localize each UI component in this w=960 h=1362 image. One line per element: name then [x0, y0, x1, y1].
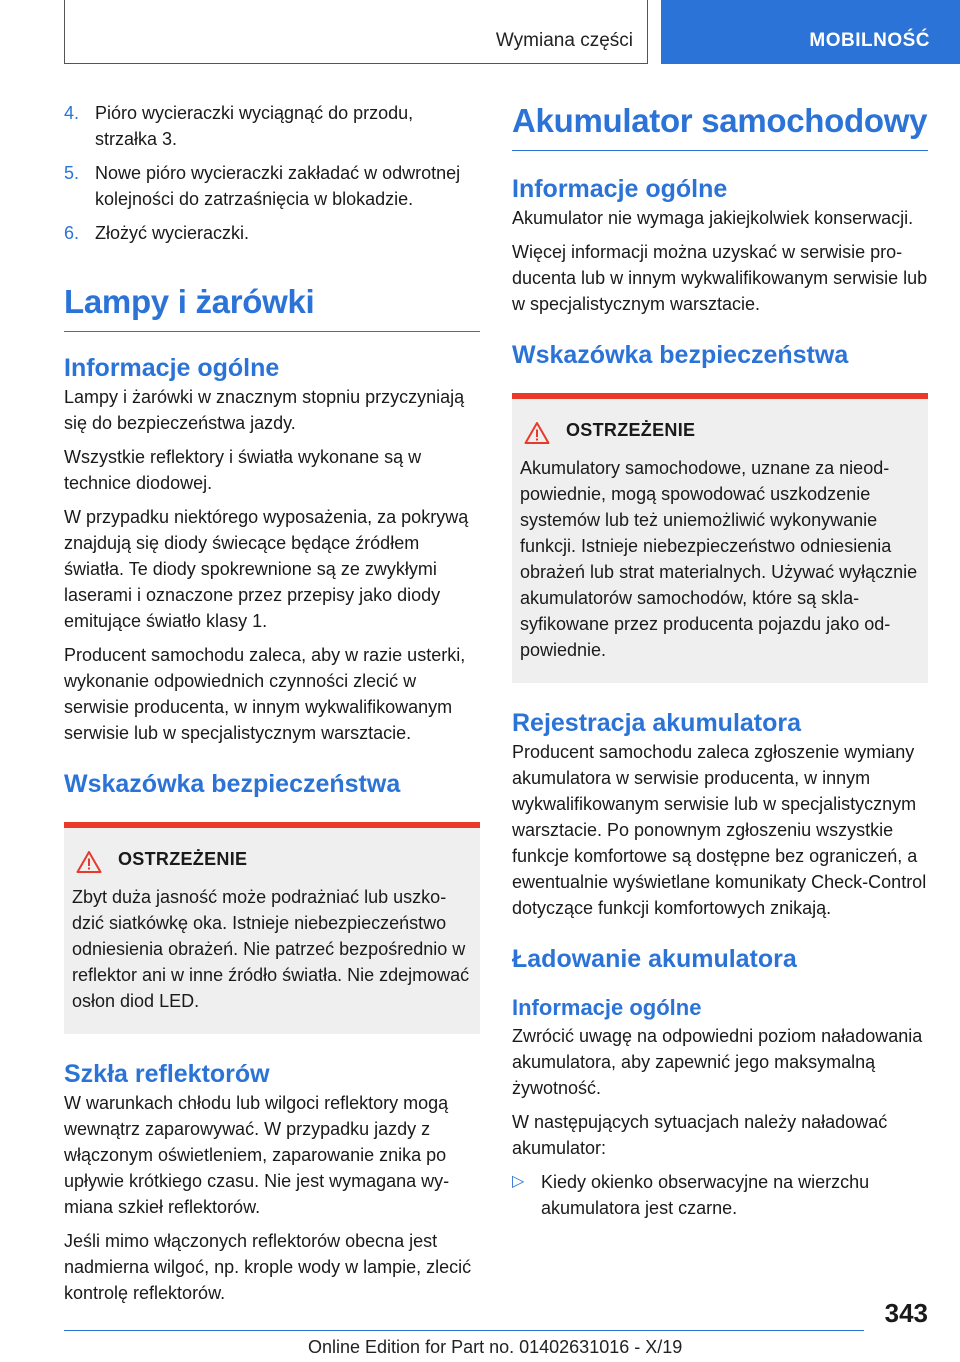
heading-info-general: Informacje ogólne: [64, 354, 280, 382]
list-item-text: Kiedy okienko obserwacyjne na wierzchu akumulatora jest czarne.: [541, 1172, 870, 1218]
warning-triangle-icon: [76, 850, 102, 874]
heading-info-general: Informacje ogólne: [512, 175, 728, 203]
paragraph: W następujących sytuacjach należy naładować akumulator:: [512, 1112, 888, 1158]
warning-header: [520, 419, 920, 449]
subheading-info-general: Informacje ogólne: [512, 995, 702, 1020]
paragraph: Więcej informacji można uzyskać w serwisie producenta lub w innym wykwalifikowanym serwisie lub w specjalistycznym warsztacie.: [512, 242, 928, 314]
warning-text: Akumulatory samochodowe, uznane za nieodpowiednie, mogą spowodować uszkodzenie systemów lub też uniemożliwić wykonywanie funkcji. Istnieje niebezpieczeństwo odniesienia obrażeń lub strat materialnych. Używać wyłącznie akumulatorów samochodów, które są sklasyfikowane przez producenta pojazdu jako odpowiednie.: [520, 458, 918, 660]
warning-header: [72, 848, 472, 878]
paragraph: Wszystkie reflektory i światła wykonane są w technice diodowej.: [64, 447, 422, 493]
heading-safety: Wskazówka bezpieczeństwa: [512, 341, 849, 369]
paragraph: W przypadku niektórego wyposażenia, za pokrywą znajdują się diody świecące będące źródłem światła. Te diody spokrewnione są ze zwykłymi laserami i oznaczone przez przepisy jako diody emitujące światło klasy 1.: [64, 507, 469, 631]
warning-text: Zbyt duża jasność może podrażniać lub uszkodzić siatkówkę oka. Istnieje niebezpieczeństwo odniesienia obrażeń. Nie patrzeć bezpośrednio w reflektor ani w inne źródło światła. Nie zdejmować osłon diod LED.: [72, 887, 470, 1011]
paragraph: Akumulator nie wymaga jakiejkolwiek konserwacji.: [512, 208, 914, 228]
chapter-tab[interactable]: [661, 0, 960, 64]
heading-charging: Ładowanie akumulatora: [512, 945, 797, 973]
step-text: Złożyć wycieraczki.: [95, 223, 250, 243]
warning-box: [512, 393, 928, 683]
left-column: [64, 100, 480, 1306]
page-number: 343: [884, 1298, 928, 1328]
heading-battery: Akumulator samochodowy: [512, 100, 928, 151]
paragraph: Producent samochodu zaleca zgłoszenie wymiany akumulatora w serwisie producenta, w innym wykwalifikowanym serwisie lub w specjalistycznym warsztacie. Po ponownym zgłoszeniu wszystkie funkcje komfortowe są dostępne bez ograniczeń, a ewentualnie wyświetlane komunikaty Check-Control dotyczące funkcji komfortowych znikają.: [512, 742, 927, 918]
warning-triangle-icon: [524, 421, 550, 445]
footer-edition: Online Edition for Part no. 01402631016 - X/19: [308, 1337, 683, 1357]
step-text: Nowe pióro wycieraczki zakładać w odwrotnej kolejności do zatrzaśnięcia w blokadzie.: [95, 163, 461, 209]
paragraph: Lampy i żarówki w znacznym stopniu przyczyniają się do bezpieczeństwa jazdy.: [64, 387, 465, 433]
warning-title: OSTRZEŻENIE: [566, 420, 696, 440]
list-item: [512, 1169, 928, 1221]
heading-glass: Szkła reflektorów: [64, 1060, 270, 1088]
step-item: [64, 100, 480, 152]
footer-divider: [64, 1330, 864, 1331]
heading-registration: Rejestracja akumulatora: [512, 709, 802, 737]
heading-lampy: Lampy i żarówki: [64, 281, 480, 332]
right-column: [512, 100, 928, 1221]
chapter-tab-label: MOBILNOŚĆ: [809, 30, 930, 51]
step-item: [64, 220, 480, 246]
step-number: 4.: [64, 103, 80, 123]
bullet-triangle-icon: ▷: [512, 1173, 525, 1190]
step-number: 6.: [64, 223, 80, 243]
paragraph: Zwrócić uwagę na odpowiedni poziom naładowania akumulatora, aby zapewnić jego maksymalną żywotność.: [512, 1026, 923, 1098]
warning-title: OSTRZEŻENIE: [118, 849, 248, 869]
step-number: 5.: [64, 163, 80, 183]
step-text: Pióro wycieraczki wyciągnąć do przodu, strzałka 3.: [95, 103, 414, 149]
section-title: Wymiana części: [495, 30, 633, 51]
header-section-box: [64, 0, 648, 64]
step-item: [64, 160, 480, 212]
heading-safety: Wskazówka bezpieczeństwa: [64, 770, 401, 798]
paragraph: Producent samochodu zaleca, aby w razie usterki, wykonanie odpowiednich czynności zlecić w serwisie producenta, w innym wykwalifikowanym serwisie lub w specjalistycznym warsztacie.: [64, 645, 466, 743]
warning-box: [64, 822, 480, 1034]
paragraph: W warunkach chłodu lub wilgoci reflektory mogą wewnątrz zaparowywać. W przypadku jazdy z włączonym oświetleniem, zaparowanie znika po upływie krótkiego czasu. Nie jest wymagana wymiana szkieł reflektorów.: [64, 1093, 450, 1217]
paragraph: Jeśli mimo włączonych reflektorów obecna jest nadmierna wilgoć, np. krople wody w lampie, zlecić kontrolę reflektorów.: [64, 1231, 472, 1303]
